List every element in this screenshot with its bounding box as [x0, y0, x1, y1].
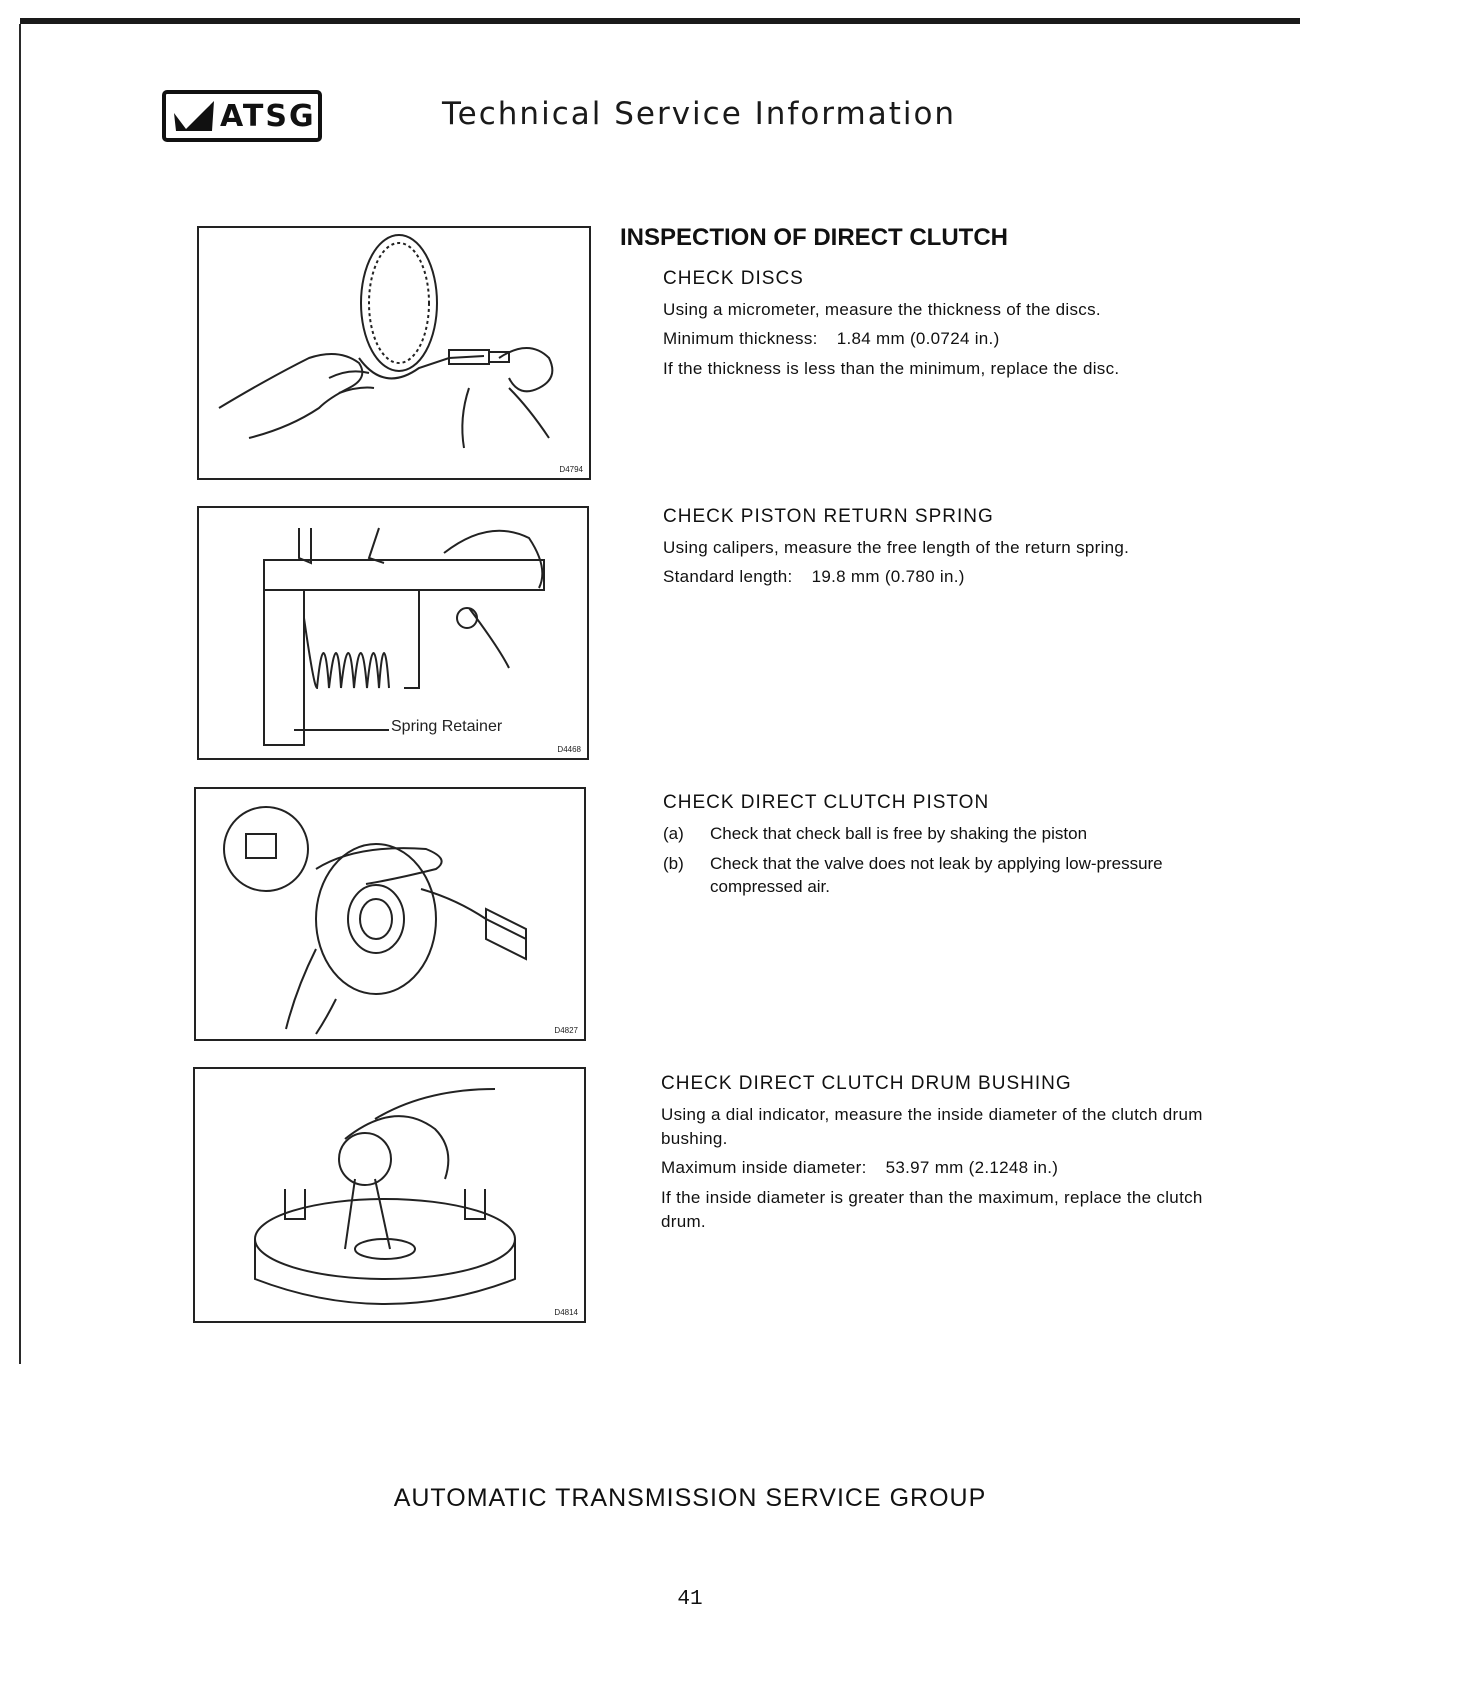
checkmark-icon: [172, 99, 216, 133]
section-text: Using a micrometer, measure the thickness of the discs.: [663, 300, 1101, 319]
item-label: (b): [663, 854, 684, 873]
spec-line: [663, 329, 1218, 349]
figure-code: D4468: [557, 745, 581, 754]
figure-micrometer-disc: [197, 226, 591, 480]
figure-code: D4794: [559, 465, 583, 474]
spec-label: Maximum inside diameter:: [661, 1158, 867, 1177]
section-text: Using calipers, measure the free length of the return spring.: [663, 538, 1130, 557]
section-title: CHECK PISTON RETURN SPRING: [663, 506, 994, 527]
spec-value: 19.8 mm (0.780 in.): [811, 567, 965, 586]
section-title: CHECK DIRECT CLUTCH PISTON: [663, 792, 990, 813]
section-note: If the thickness is less than the minimum, replace the disc.: [663, 359, 1120, 378]
figure-calipers-spring: [197, 506, 589, 760]
main-heading: INSPECTION OF DIRECT CLUTCH: [620, 224, 1008, 251]
figure-code: D4814: [554, 1308, 578, 1317]
section-check-piston: [663, 792, 1218, 905]
header-title: Technical Service Information: [442, 96, 957, 132]
section-text: Using a dial indicator, measure the inside diameter of the clutch drum bushing.: [661, 1105, 1203, 1148]
top-rule: [20, 18, 1300, 24]
logo-text: ATSG: [220, 98, 316, 134]
list-item: [663, 822, 1218, 845]
micrometer-illustration: [199, 228, 589, 478]
figure-code: D4827: [554, 1026, 578, 1035]
spec-label: Standard length:: [663, 567, 793, 586]
item-label: (a): [663, 824, 684, 843]
section-check-spring: [663, 506, 1218, 595]
list-item: [663, 852, 1218, 898]
spring-retainer-callout: Spring Retainer: [391, 718, 503, 735]
section-check-discs: [663, 268, 1218, 388]
footer-org: AUTOMATIC TRANSMISSION SERVICE GROUP: [393, 1484, 987, 1512]
dial-indicator-illustration: [195, 1069, 584, 1321]
section-title: CHECK DIRECT CLUTCH DRUM BUSHING: [661, 1073, 1072, 1094]
item-text: Check that check ball is free by shaking the piston: [710, 824, 1088, 843]
section-check-bushing: [661, 1073, 1216, 1241]
spec-line: [663, 567, 1218, 587]
figure-clutch-piston: [194, 787, 586, 1041]
item-text: Check that the valve does not leak by applying low-pressure compressed air.: [710, 854, 1163, 896]
spec-value: 1.84 mm (0.0724 in.): [836, 329, 1000, 348]
left-rule: [19, 24, 21, 1364]
piston-illustration: [196, 789, 584, 1039]
atsg-logo: [162, 90, 322, 142]
section-note: If the inside diameter is greater than the maximum, replace the clutch drum.: [661, 1188, 1203, 1231]
spec-label: Minimum thickness:: [663, 329, 818, 348]
figure-drum-bushing: [193, 1067, 586, 1323]
spec-line: [661, 1158, 1216, 1178]
page-number: 41: [677, 1588, 703, 1611]
section-title: CHECK DISCS: [663, 268, 804, 289]
spec-value: 53.97 mm (2.1248 in.): [885, 1158, 1059, 1177]
